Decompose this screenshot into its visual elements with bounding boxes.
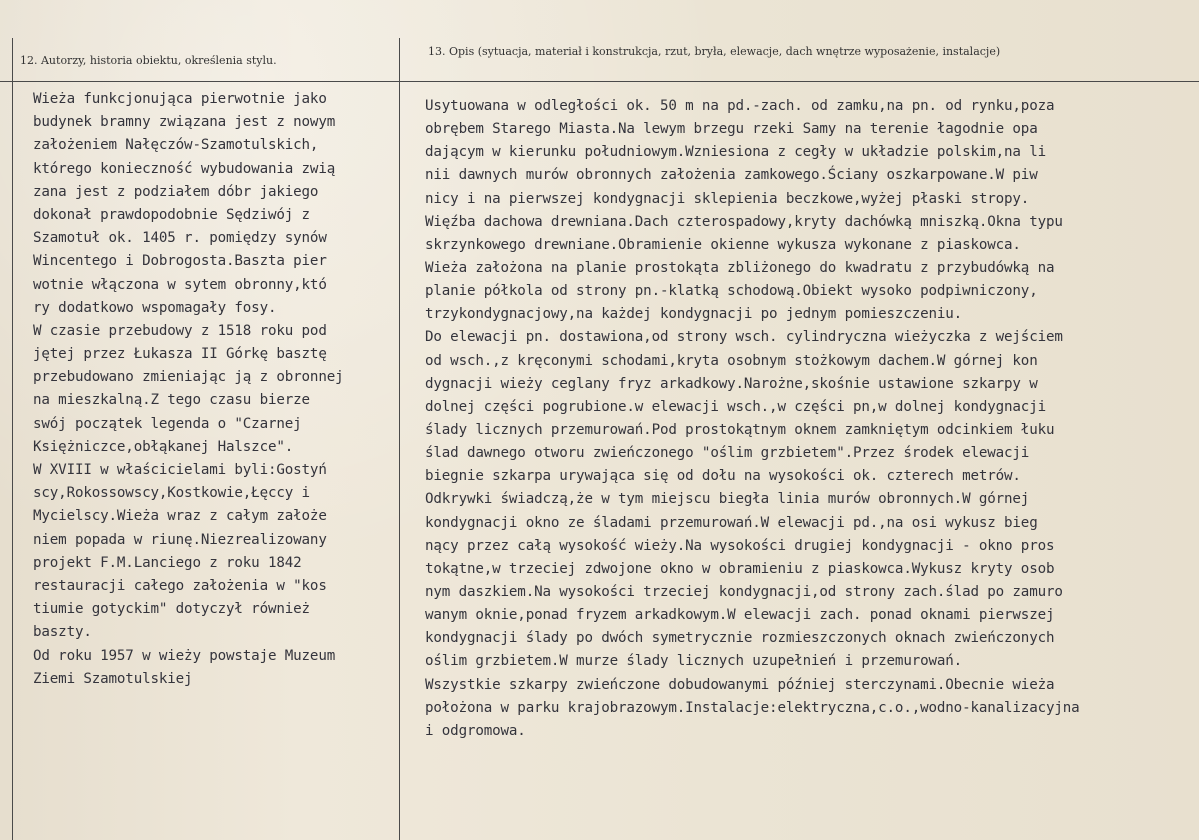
history-text-line: baszty. [33,624,92,641]
history-text-line: W czasie przebudowy z 1518 roku pod [33,322,327,339]
form-left-border [12,81,13,840]
history-text-line: Wincentego i Dobrogosta.Baszta pier [33,253,327,270]
description-text-line: biegnie szkarpa urywająca się od dołu na wysokości ok. czterech metrów. [425,468,1021,485]
description-text-line: kondygnacji ślady po dwóch symetrycznie rozmieszczonych oknach zwieńczonych [425,630,1055,647]
description-text-line: Usytuowana w odległości ok. 50 m na pd.-zach. od zamku,na pn. od rynku,poza [425,98,1055,114]
history-text-line: budynek bramny związana jest z nowym [33,114,336,131]
description-text-line: nący przez całą wysokość wieży.Na wysokości drugiej kondygnacji - okno pros [425,537,1055,554]
description-text-line: położona w parku krajobrazowym.Instalacje:elektryczna,c.o.,wodno-kanalizacyjna [425,699,1080,716]
description-text-line: ślad dawnego otworu zwieńczonego "oślim grzbietem".Przez środek elewacji [425,445,1030,462]
description-text-line: kondygnacji okno ze śladami przemurowań.W elewacji pd.,na osi wykusz bieg [425,514,1038,531]
history-text-line: W XVIII w właścicielami byli:Gostyń [33,462,327,478]
form-column-divider [399,38,400,840]
history-text-line: projekt F.M.Lanciego z roku 1842 [33,554,302,571]
history-text-line: swój początek legenda o "Czarnej [33,415,302,432]
description-text-line: nicy i na pierwszej kondygnacji sklepienia beczkowe,wyżej płaski stropy. [425,190,1030,207]
description-text-line: oślim grzbietem.W murze ślady licznych uzupełnień i przemurowań. [425,653,963,670]
description-text-line: dygnacji wieży ceglany fryz arkadkowy.Narożne,skośnie ustawione szkarpy w [425,375,1038,392]
description-text-line: od wsch.,z kręconymi schodami,kryta osobnym stożkowym dachem.W górnej kon [425,352,1038,369]
section-12-header: 12. Autorzy, historia obiektu, określenia stylu. [20,54,277,67]
history-text-line: restauracji całego założenia w "kos [33,577,327,594]
description-text-line: Do elewacji pn. dostawiona,od strony wsch. cylindryczna wieżyczka z wejściem [425,329,1063,346]
history-text-line: niem popada w riunę.Niezrealizowany [33,531,327,548]
section-13-header: 13. Opis (sytuacja, materiał i konstrukcja, rzut, bryła, elewacje, dach wnętrze wyposażenie, instalacje) [428,45,1001,58]
history-text-line: Wieża funkcjonująca pierwotnie jako [33,91,327,107]
description-text-line: obrębem Starego Miasta.Na lewym brzegu rzeki Samy na terenie łagodnie opa [425,121,1038,138]
description-text-line: dającym w kierunku południowym.Wzniesiona z cegły w układzie polskim,na li [425,144,1046,161]
history-text-line: zana jest z podziałem dóbr jakiego [33,183,319,200]
description-text-line: Wszystkie szkarpy zwieńczone dobudowanymi później sterczynami.Obecnie wieża [425,676,1055,693]
form-horizontal-rule [0,81,1199,82]
history-text-line: tiumie gotyckim" dotyczył również [33,601,310,618]
form-left-border-top [12,38,13,81]
history-text-line: Księżniczce,obłąkanej Halszce". [33,438,294,455]
description-text-line: Wieża założona na planie prostokąta zbliżonego do kwadratu z przybudówką na [425,259,1055,276]
history-text-line: Szamotuł ok. 1405 r. pomiędzy synów [33,230,327,247]
description-text-line: ślady licznych przemurowań.Pod prostokątnym oknem zamkniętym odcinkiem łuku [425,421,1055,438]
description-text-line: Odkrywki świadczą,że w tym miejscu biegła linia murów obronnych.W górnej [425,491,1030,508]
description-text-line: wanym oknie,ponad fryzem arkadkowym.W elewacji zach. ponad oknami pierwszej [425,607,1055,624]
history-text-line: dokonał prawdopodobnie Sędziwój z [33,206,310,223]
description-text-line: Więźba dachowa drewniana.Dach czterospadowy,kryty dachówką mniszką.Okna typu [425,213,1063,230]
description-text-line: dolnej części pogrubione.w elewacji wsch.,w części pn,w dolnej kondygnacji [425,398,1046,415]
description-text-line: trzykondygnacjowy,na każdej kondygnacji po jednym pomieszczeniu. [425,306,963,323]
history-text-line: ry dodatkowo wspomagały fosy. [33,299,277,316]
description-text-line: skrzynkowego drewniane.Obramienie okienne wykusza wykonane z piaskowca. [425,236,1021,253]
description-text-line: nii dawnych murów obronnych założenia zamkowego.Ściany oszkarpowane.W piw [425,167,1038,184]
history-text-line: którego konieczność wybudowania zwią [33,160,336,177]
history-text-line: Mycielscy.Wieża wraz z całym założe [33,508,327,525]
history-text-column [33,88,395,691]
description-text-line: i odgromowa. [425,722,526,739]
history-text-line: jętej przez Łukasza II Górkę basztę [33,346,327,363]
history-text-line: na mieszkalną.Z tego czasu bierze [33,392,310,409]
history-text-line: Ziemi Szamotulskiej [33,670,193,687]
history-text-line: Od roku 1957 w wieży powstaje Muzeum [33,647,336,664]
description-text-column [425,95,1195,743]
description-text-line: planie półkola od strony pn.-klatką schodową.Obiekt wysoko podpiwniczony, [425,283,1038,300]
description-text-line: tokątne,w trzeciej zdwojone okno w obramieniu z piaskowca.Wykusz kryty osob [425,560,1055,577]
history-text-line: założeniem Nałęczów-Szamotulskich, [33,137,319,154]
description-text-line: nym daszkiem.Na wysokości trzeciej kondygnacji,od strony zach.ślad po zamuro [425,583,1063,600]
history-text-line: scy,Rokossowscy,Kostkowie,Łęccy i [33,485,310,502]
history-text-line: przebudowano zmieniając ją z obronnej [33,369,344,386]
history-text-line: wotnie włączona w sytem obronny,któ [33,276,327,293]
